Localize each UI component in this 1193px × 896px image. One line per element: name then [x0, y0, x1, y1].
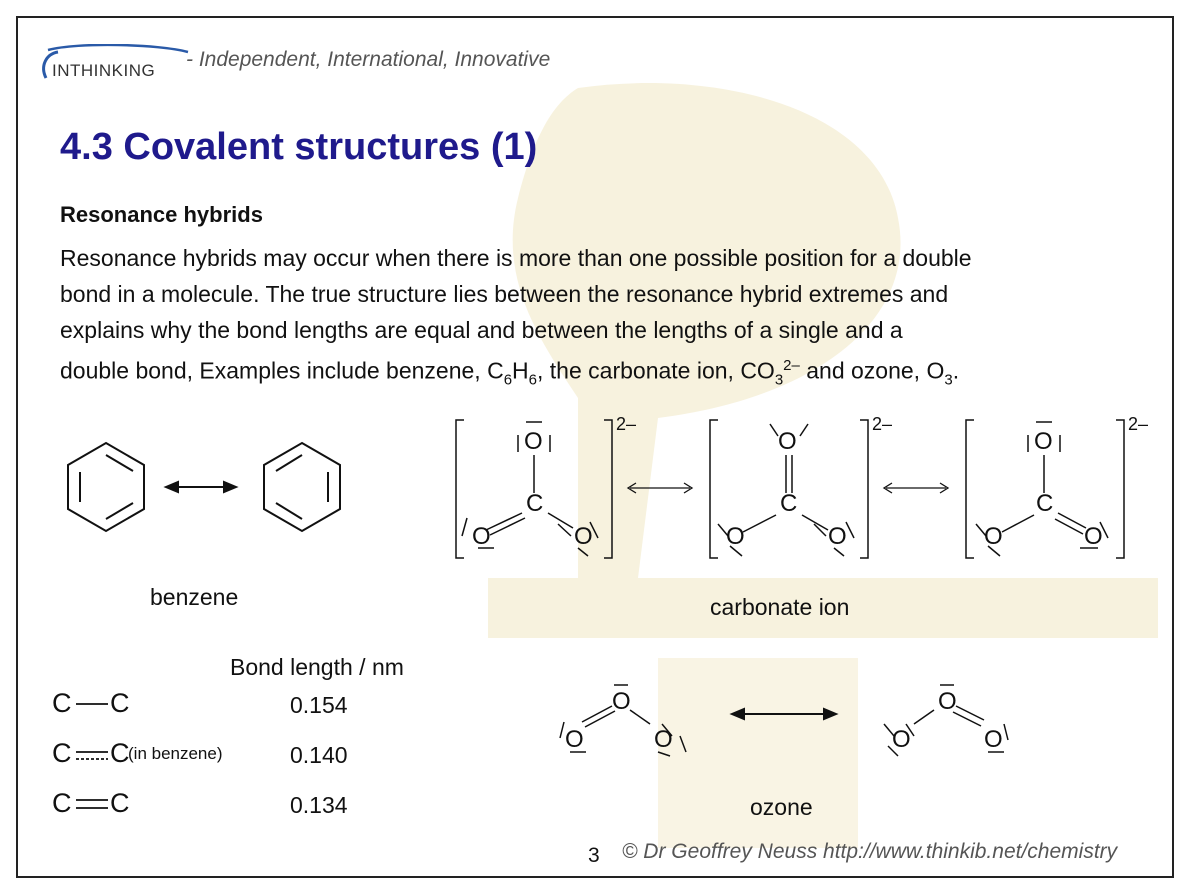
benzene-structure-1	[68, 443, 144, 531]
carbonate-1-o-left: O	[472, 523, 491, 550]
slide	[16, 16, 1174, 878]
body-line-4: double bond, Examples include benzene, $C_6H_6$, the carbonate ion, $CO_3^{2-}$ and ozone, $O_3$.	[60, 357, 960, 389]
carbonate-3-charge: 2–	[1128, 414, 1149, 434]
ozone-2-o-right: O	[984, 726, 1003, 753]
ozone-2-o-center: O	[938, 688, 957, 715]
tagline: - Independent, International, Innovative	[186, 48, 551, 71]
bond-row-2-note: (in benzene)	[128, 744, 223, 763]
carbonate-label: carbonate ion	[710, 594, 850, 620]
bond-row-3-right-atom: C	[110, 788, 130, 818]
bond-row-3-value: 0.134	[290, 792, 348, 818]
ozone-1-o-center: O	[612, 688, 631, 715]
carbonate-1-c: C	[526, 490, 544, 517]
bond-row-1-left-atom: C	[52, 688, 72, 718]
body-line-2: bond in a molecule. The true structure lies between the resonance hybrid extremes and	[60, 281, 949, 307]
carbonate-2-o-right: O	[828, 523, 847, 550]
bond-row-3-left-atom: C	[52, 788, 72, 818]
carbonate-2-o-left: O	[726, 523, 745, 550]
body-line-3: explains why the bond lengths are equal and between the lengths of a single and a	[60, 317, 903, 343]
bond-row-2-left-atom: C	[52, 738, 72, 768]
ozone-1-o-left: O	[565, 726, 584, 753]
body-line-1: Resonance hybrids may occur when there is more than one possible position for a double	[60, 245, 972, 271]
aromatic-bond-line	[76, 752, 108, 759]
bond-row-2-right-atom: C	[110, 738, 130, 768]
carbonate-1-charge: 2–	[616, 414, 637, 434]
bond-row-1-right-atom: C	[110, 688, 130, 718]
carbonate-1-o-top: O	[524, 428, 543, 455]
ozone-2-o-left: O	[892, 726, 911, 753]
section-heading: Resonance hybrids	[60, 202, 263, 227]
resonance-arrow-carbonate-2	[884, 483, 948, 493]
resonance-arrow-benzene	[166, 482, 236, 492]
footer-credit: © Dr Geoffrey Neuss http://www.thinkib.net/chemistry	[622, 840, 1118, 863]
logo-text: INTHINKING	[52, 61, 156, 80]
carbonate-3-o-right: O	[1084, 523, 1103, 550]
carbonate-2-o-top: O	[778, 428, 797, 455]
double-bond-line	[76, 800, 108, 808]
carbonate-3-o-top: O	[1034, 428, 1053, 455]
bond-row-1-value: 0.154	[290, 692, 348, 718]
bond-row-2-value: 0.140	[290, 742, 348, 768]
page-number: 3	[588, 844, 600, 867]
carbonate-1-o-right: O	[574, 523, 593, 550]
carbonate-3-c: C	[1036, 490, 1054, 517]
bond-table-header: Bond length / nm	[230, 654, 404, 680]
ozone-1-o-right: O	[654, 726, 673, 753]
carbonate-2-c: C	[780, 490, 798, 517]
benzene-label: benzene	[150, 584, 239, 610]
page-title: 4.3 Covalent structures (1)	[60, 126, 538, 168]
carbonate-2-charge: 2–	[872, 414, 893, 434]
ozone-label: ozone	[750, 794, 813, 820]
resonance-arrow-carbonate-1	[628, 483, 692, 493]
carbonate-3-o-left: O	[984, 523, 1003, 550]
benzene-structure-2	[264, 443, 340, 531]
resonance-arrow-ozone	[732, 709, 836, 719]
